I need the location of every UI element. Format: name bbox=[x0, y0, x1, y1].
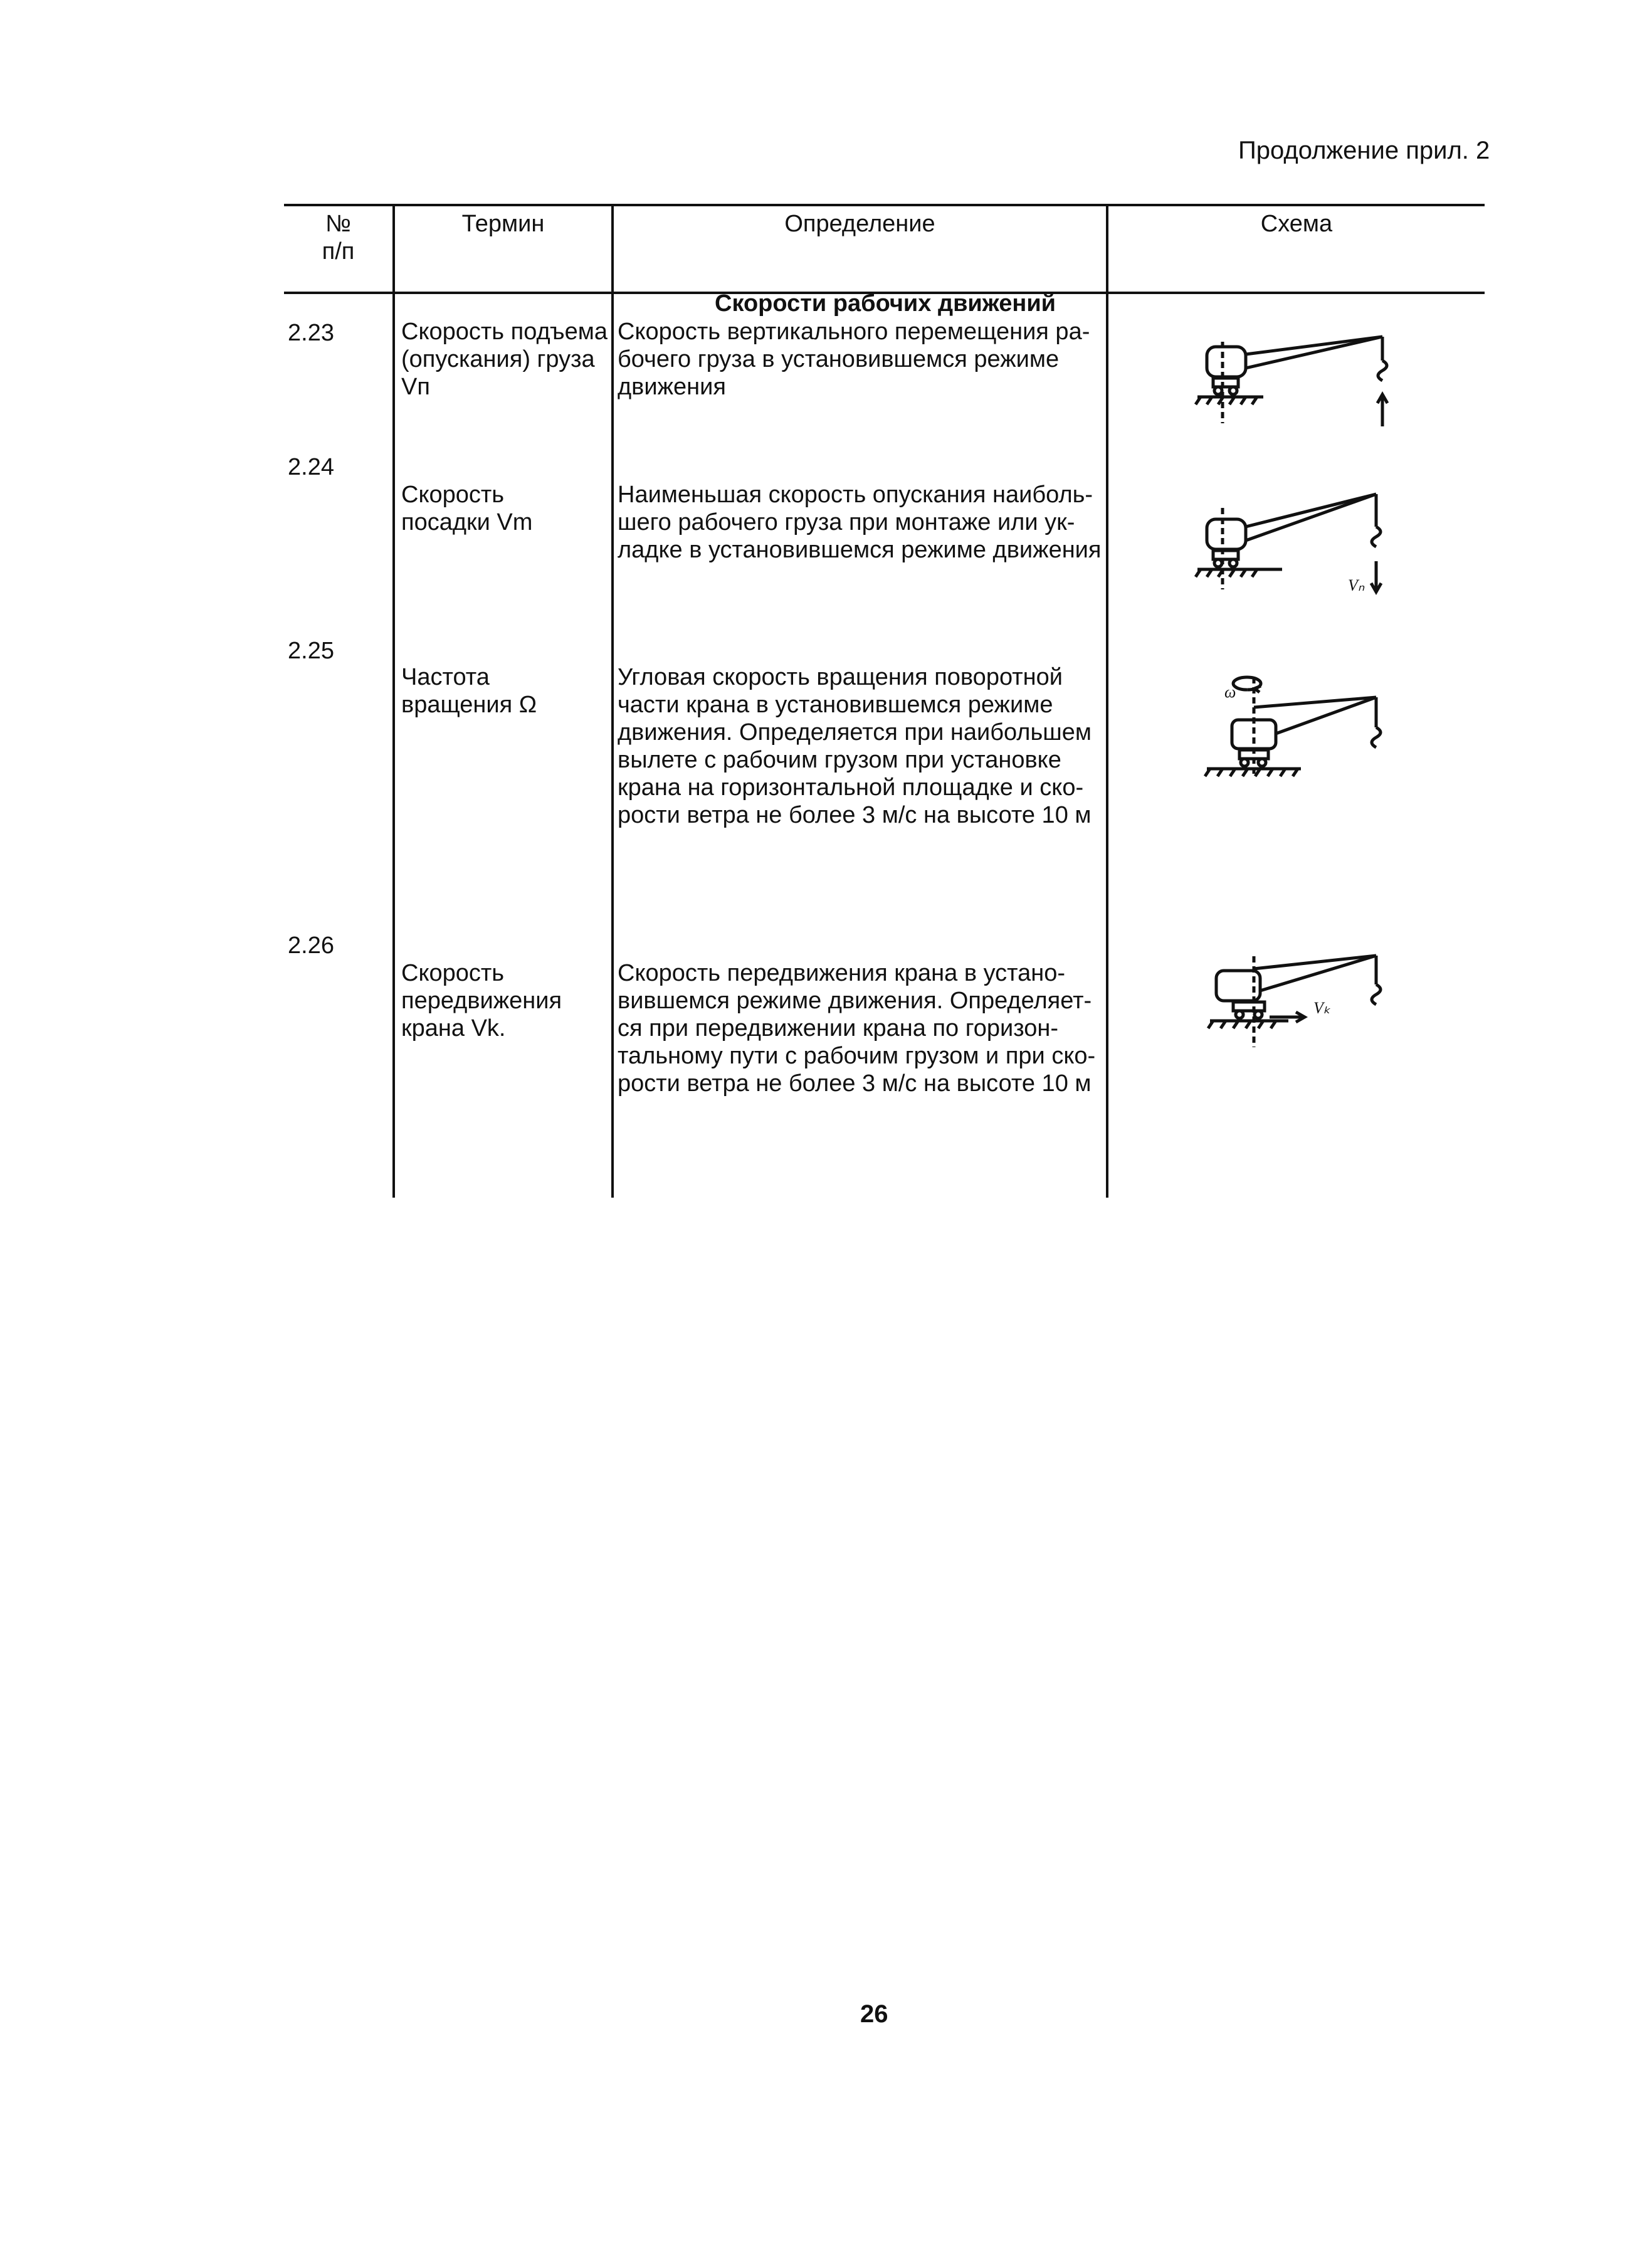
svg-text:Vₙ: Vₙ bbox=[1348, 576, 1365, 594]
section-title: Скорости рабочих движений bbox=[715, 290, 1056, 317]
column-header-scheme: Схема bbox=[1260, 211, 1333, 237]
column-divider-2 bbox=[611, 204, 614, 1198]
crane-travel-icon bbox=[1194, 947, 1407, 1060]
continuation-note: Продолжение прил. 2 bbox=[1238, 137, 1490, 164]
column-header-num: № п/п bbox=[322, 211, 355, 265]
crane-rotation-icon bbox=[1194, 665, 1407, 790]
row-definition: Скорость передвижения крана в устано- вившемся режиме движения. Определяет- ся при передвижении крана по горизон- тальному пути с рабочим грузом и при ско- рости ветра не более 3 м/с на высоте 10 м bbox=[618, 960, 1096, 1097]
row-term: Скорость подъема (опускания) груза Vп bbox=[401, 319, 608, 400]
table-top-rule bbox=[284, 204, 1485, 206]
row-definition: Угловая скорость вращения поворотной части крана в установившемся режиме движения. Определяется при наибольшем вылете с рабочим грузом при установке крана на горизонтальной площадке и ско- рости ветра не более 3 м/с на высоте 10 м bbox=[618, 664, 1092, 828]
page-number: 26 bbox=[860, 2000, 888, 2028]
crane-landing-icon bbox=[1194, 483, 1407, 596]
row-definition: Наименьшая скорость опускания наиболь- шего рабочего груза при монтаже или ук- ладке в установившемся режиме движения bbox=[618, 482, 1102, 563]
column-header-definition: Определение bbox=[784, 211, 935, 237]
row-term: Скорость передвижения крана Vk. bbox=[401, 960, 562, 1042]
row-term: Частота вращения Ω bbox=[401, 664, 537, 718]
column-header-term: Термин bbox=[461, 211, 545, 237]
column-divider-3 bbox=[1106, 204, 1108, 1198]
row-number: 2.23 bbox=[288, 320, 334, 346]
svg-text:ω: ω bbox=[1224, 683, 1236, 701]
row-number: 2.26 bbox=[288, 932, 334, 959]
crane-hoist-icon bbox=[1194, 329, 1407, 442]
row-term: Скорость посадки Vm bbox=[401, 482, 533, 535]
row-number: 2.25 bbox=[288, 638, 334, 664]
svg-text:Vₖ: Vₖ bbox=[1313, 999, 1330, 1017]
row-number: 2.24 bbox=[288, 454, 334, 480]
column-divider-1 bbox=[392, 204, 395, 1198]
row-definition: Скорость вертикального перемещения ра- бочего груза в установившемся режиме движения bbox=[618, 319, 1090, 400]
